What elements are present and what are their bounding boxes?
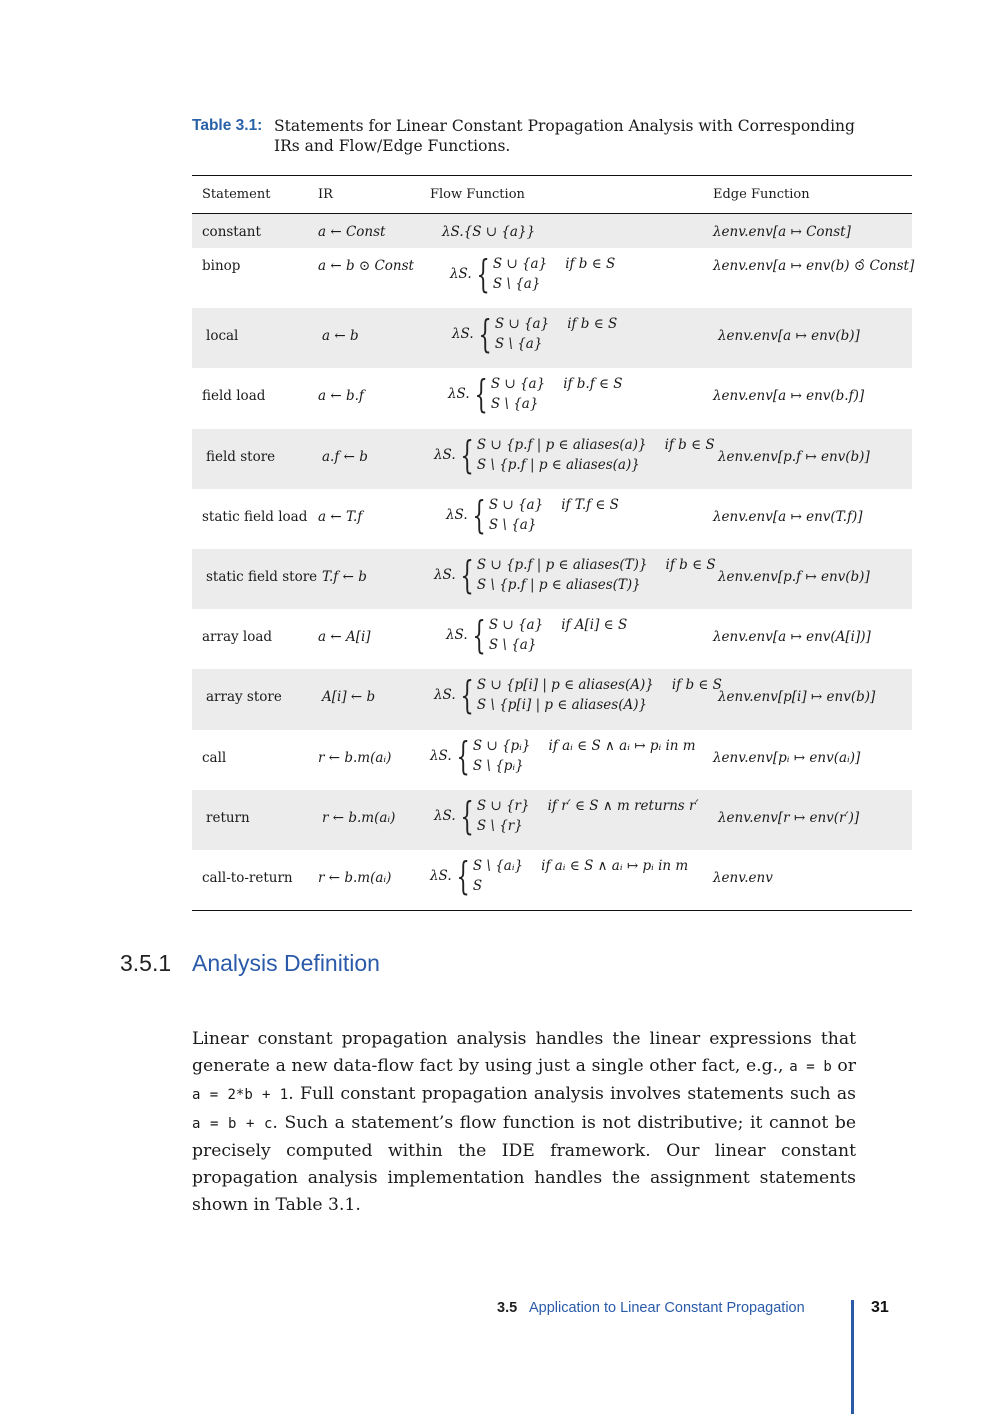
cell-statement: return [206,809,250,826]
table-row [192,730,912,790]
table-row [192,549,912,609]
cell-flow: λS. { S \ {aᵢ} if aᵢ ∈ S ∧ aᵢ ↦ pᵢ in m S [430,853,689,898]
cell-flow: λS. { S ∪ {r} if r′ ∈ S ∧ m returns r′ S \ {r} [434,793,699,838]
cell-ir: A[i] ← b [322,689,376,706]
table-row [192,790,912,850]
table-row [192,669,912,729]
cell-statement: array load [202,629,273,646]
table-row [192,609,912,669]
cell-flow: λS.{S ∪ {a}} [442,224,536,240]
cell-edge: λenv.env[a ↦ env(b.f)] [713,388,865,405]
cell-ir: a ← b [322,328,359,345]
section-title: Analysis Definition [192,950,380,976]
cell-ir: a ← b.f [318,388,364,405]
cell-flow: λS. { S ∪ {p[i] | p ∈ aliases(A)} if b ∈ S S \ {p[i] | p ∈ aliases(A)} [434,673,722,718]
cell-flow: λS. { S ∪ {a} if b ∈ S S \ {a} [450,252,616,296]
cell-statement: static field store [206,568,318,585]
footer-divider [851,1300,854,1414]
body-paragraph: Linear constant propagation analysis handles the linear expressions that generate a new data-flow fact by using just a single other fact, e.g., a = b or a = 2*b + 1. Full constant propagation analysis involves statements such as a = b + c. Such a statement’s flow function is not distributive; it cannot be precisely computed within the IDE framework. Our linear constant propagation analysis implementation handles the assignment statements shown in Table 3.1. [192,1029,856,1216]
page-number: 31 [871,1299,889,1316]
caption-text: Statements for Linear Constant Propagation Analysis with Corresponding IRs and Flow/Edge Functions. [274,117,855,155]
cell-ir: a.f ← b [322,448,368,465]
cell-flow: λS. { S ∪ {a} if A[i] ∈ S S \ {a} [446,613,628,658]
cell-flow: λS. { S ∪ {p.f | p ∈ aliases(T)} if b ∈ S S \ {p.f | p ∈ aliases(T)} [434,552,716,597]
header-flow: Flow Function [430,187,525,202]
cell-ir: T.f ← b [322,568,367,585]
cell-edge: λenv.env [713,869,773,886]
cell-ir: r ← b.m(aᵢ) [318,749,392,766]
cell-ir: a ← T.f [318,508,363,525]
cell-statement: call [202,749,227,766]
header-edge: Edge Function [713,187,810,202]
cell-edge: λenv.env[p.f ↦ env(b)] [718,568,870,585]
cell-flow: λS. { S ∪ {a} if b ∈ S S \ {a} [452,312,618,357]
header-statement: Statement [202,187,271,202]
table-row [192,368,912,428]
table-row [192,308,912,368]
cell-edge: λenv.env[a ↦ env(b) ⊙̂ Const] [713,258,915,274]
cell-edge: λenv.env[r ↦ env(r′)] [718,809,860,826]
cell-flow: λS. { S ∪ {a} if T.f ∈ S S \ {a} [446,492,619,537]
table-row [192,248,915,308]
table-row [192,214,912,248]
table-row [192,850,912,910]
header-ir: IR [318,187,333,202]
cell-edge: λenv.env[p.f ↦ env(b)] [718,448,870,465]
cell-ir: r ← b.m(aᵢ) [318,869,392,886]
table-row [192,489,912,549]
cell-flow: λS. { S ∪ {a} if b.f ∈ S S \ {a} [448,372,623,417]
cell-statement: local [206,328,239,345]
footer-section-title: Application to Linear Constant Propagation [529,1300,805,1316]
cell-ir: a ← b ⊙ Const [318,258,414,274]
statements-table [192,175,915,911]
cell-edge: λenv.env[p[i] ↦ env(b)] [718,689,876,706]
section-number: 3.5.1 [120,950,172,976]
table-header [192,176,912,213]
table-row [192,429,912,489]
cell-flow: λS. { S ∪ {pᵢ} if aᵢ ∈ S ∧ aᵢ ↦ pᵢ in m S \ {pᵢ} [430,733,696,778]
cell-statement: field store [206,448,276,465]
footer-section-number: 3.5 [497,1300,518,1316]
cell-statement: array store [206,689,282,706]
cell-flow: λS. { S ∪ {p.f | p ∈ aliases(a)} if b ∈ S S \ {p.f | p ∈ aliases(a)} [434,432,715,477]
cell-statement: constant [202,224,261,240]
cell-edge: λenv.env[a ↦ env(A[i])] [713,629,871,646]
caption-label: Table 3.1: [192,117,263,134]
cell-ir: a ← Const [318,224,386,240]
cell-statement: static field load [202,508,308,525]
cell-statement: field load [202,388,266,405]
cell-ir: a ← A[i] [318,629,371,646]
cell-edge: λenv.env[pᵢ ↦ env(aᵢ)] [713,749,861,766]
cell-edge: λenv.env[a ↦ env(b)] [718,328,860,345]
cell-statement: binop [202,258,241,274]
table-caption [192,116,860,156]
cell-statement: call-to-return [202,869,293,886]
cell-ir: r ← b.m(aᵢ) [322,809,396,826]
cell-edge: λenv.env[a ↦ Const] [713,224,851,240]
cell-edge: λenv.env[a ↦ env(T.f)] [713,508,863,525]
section-heading [120,950,380,977]
